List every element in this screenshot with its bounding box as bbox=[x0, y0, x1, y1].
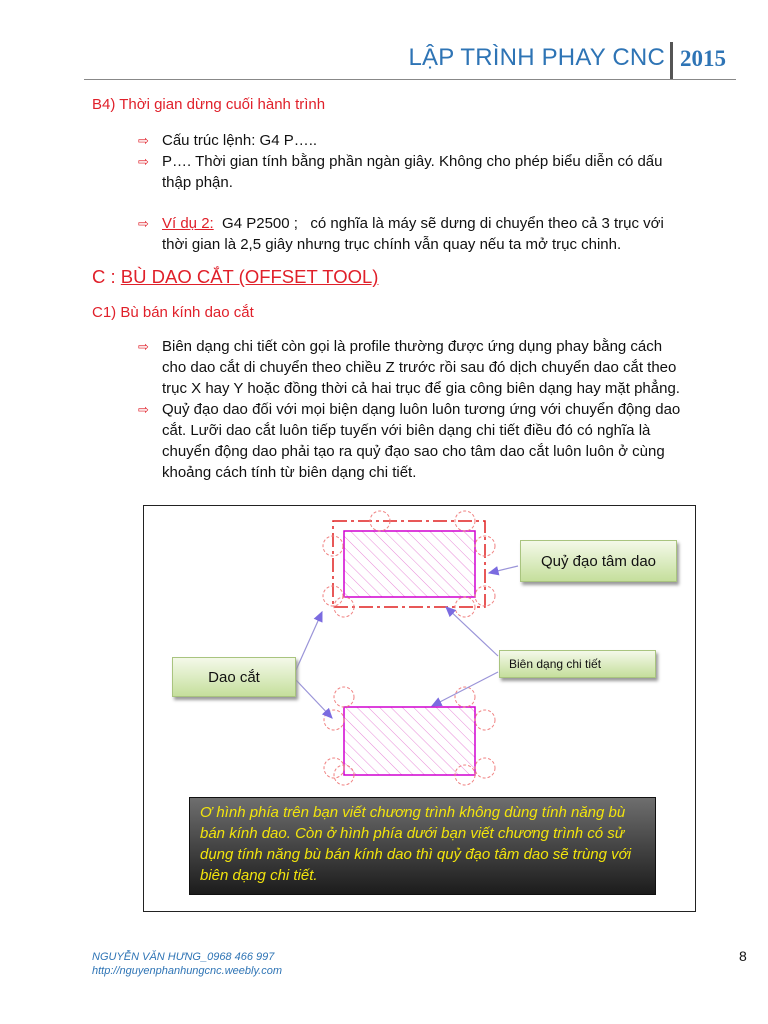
cutter-label: Dao cắt bbox=[172, 657, 296, 697]
example-label: Ví dụ 2: bbox=[162, 215, 214, 232]
section-c1-heading: C1) Bù bán kính dao cắt bbox=[92, 304, 254, 321]
section-b4-heading: B4) Thời gian dừng cuối hành trình bbox=[92, 96, 326, 113]
arrow-right-icon: ⇨ bbox=[138, 133, 149, 148]
header-year: 2015 bbox=[680, 46, 726, 71]
page-number: 8 bbox=[739, 948, 747, 964]
footer-author: NGUYỄN VĂN HƯNG_0968 466 997 bbox=[92, 951, 275, 963]
example-line-1: G4 P2500 ; có nghĩa là máy sẽ dưng di chuyển theo cả 3 trục với bbox=[213, 215, 664, 232]
arrow-profile-top bbox=[446, 607, 498, 656]
arrow-right-icon: ⇨ bbox=[138, 402, 149, 417]
example-line-2: thời gian là 2,5 giây nhưng trục chính vẫn quay nếu ta mở trục chinh. bbox=[162, 236, 622, 253]
footer-url: http://nguyenphanhungcnc.weebly.com bbox=[92, 965, 282, 977]
section-c-heading: C : BÙ DAO CẮT (OFFSET TOOL) bbox=[92, 266, 379, 287]
tool-path-label: Quỷ đạo tâm dao bbox=[520, 540, 677, 582]
profile-bottom bbox=[344, 707, 475, 775]
diagram-note: Ơ hình phía trên bạn viết chương trình không dùng tính năng bù bán kính dao. Còn ở hình phía dưới bạn viết chương trình có sử dụng tính năng bù bán kính dao thì quỷ đạo tâm dao sẽ trùng với biên dạng chi tiết. bbox=[189, 797, 656, 895]
arrow-to-tool-path bbox=[489, 566, 518, 573]
arrow-right-icon: ⇨ bbox=[138, 339, 149, 354]
arrow-profile-bottom bbox=[432, 672, 498, 706]
arrow-right-icon: ⇨ bbox=[138, 154, 149, 169]
arrow-to-bottom bbox=[296, 680, 332, 718]
arrow-right-icon: ⇨ bbox=[138, 216, 149, 231]
header-title: LẬP TRÌNH PHAY CNC bbox=[408, 44, 665, 71]
arrow-to-top bbox=[296, 612, 322, 670]
profile-label: Biên dạng chi tiết bbox=[499, 650, 656, 678]
profile-top bbox=[344, 531, 475, 597]
